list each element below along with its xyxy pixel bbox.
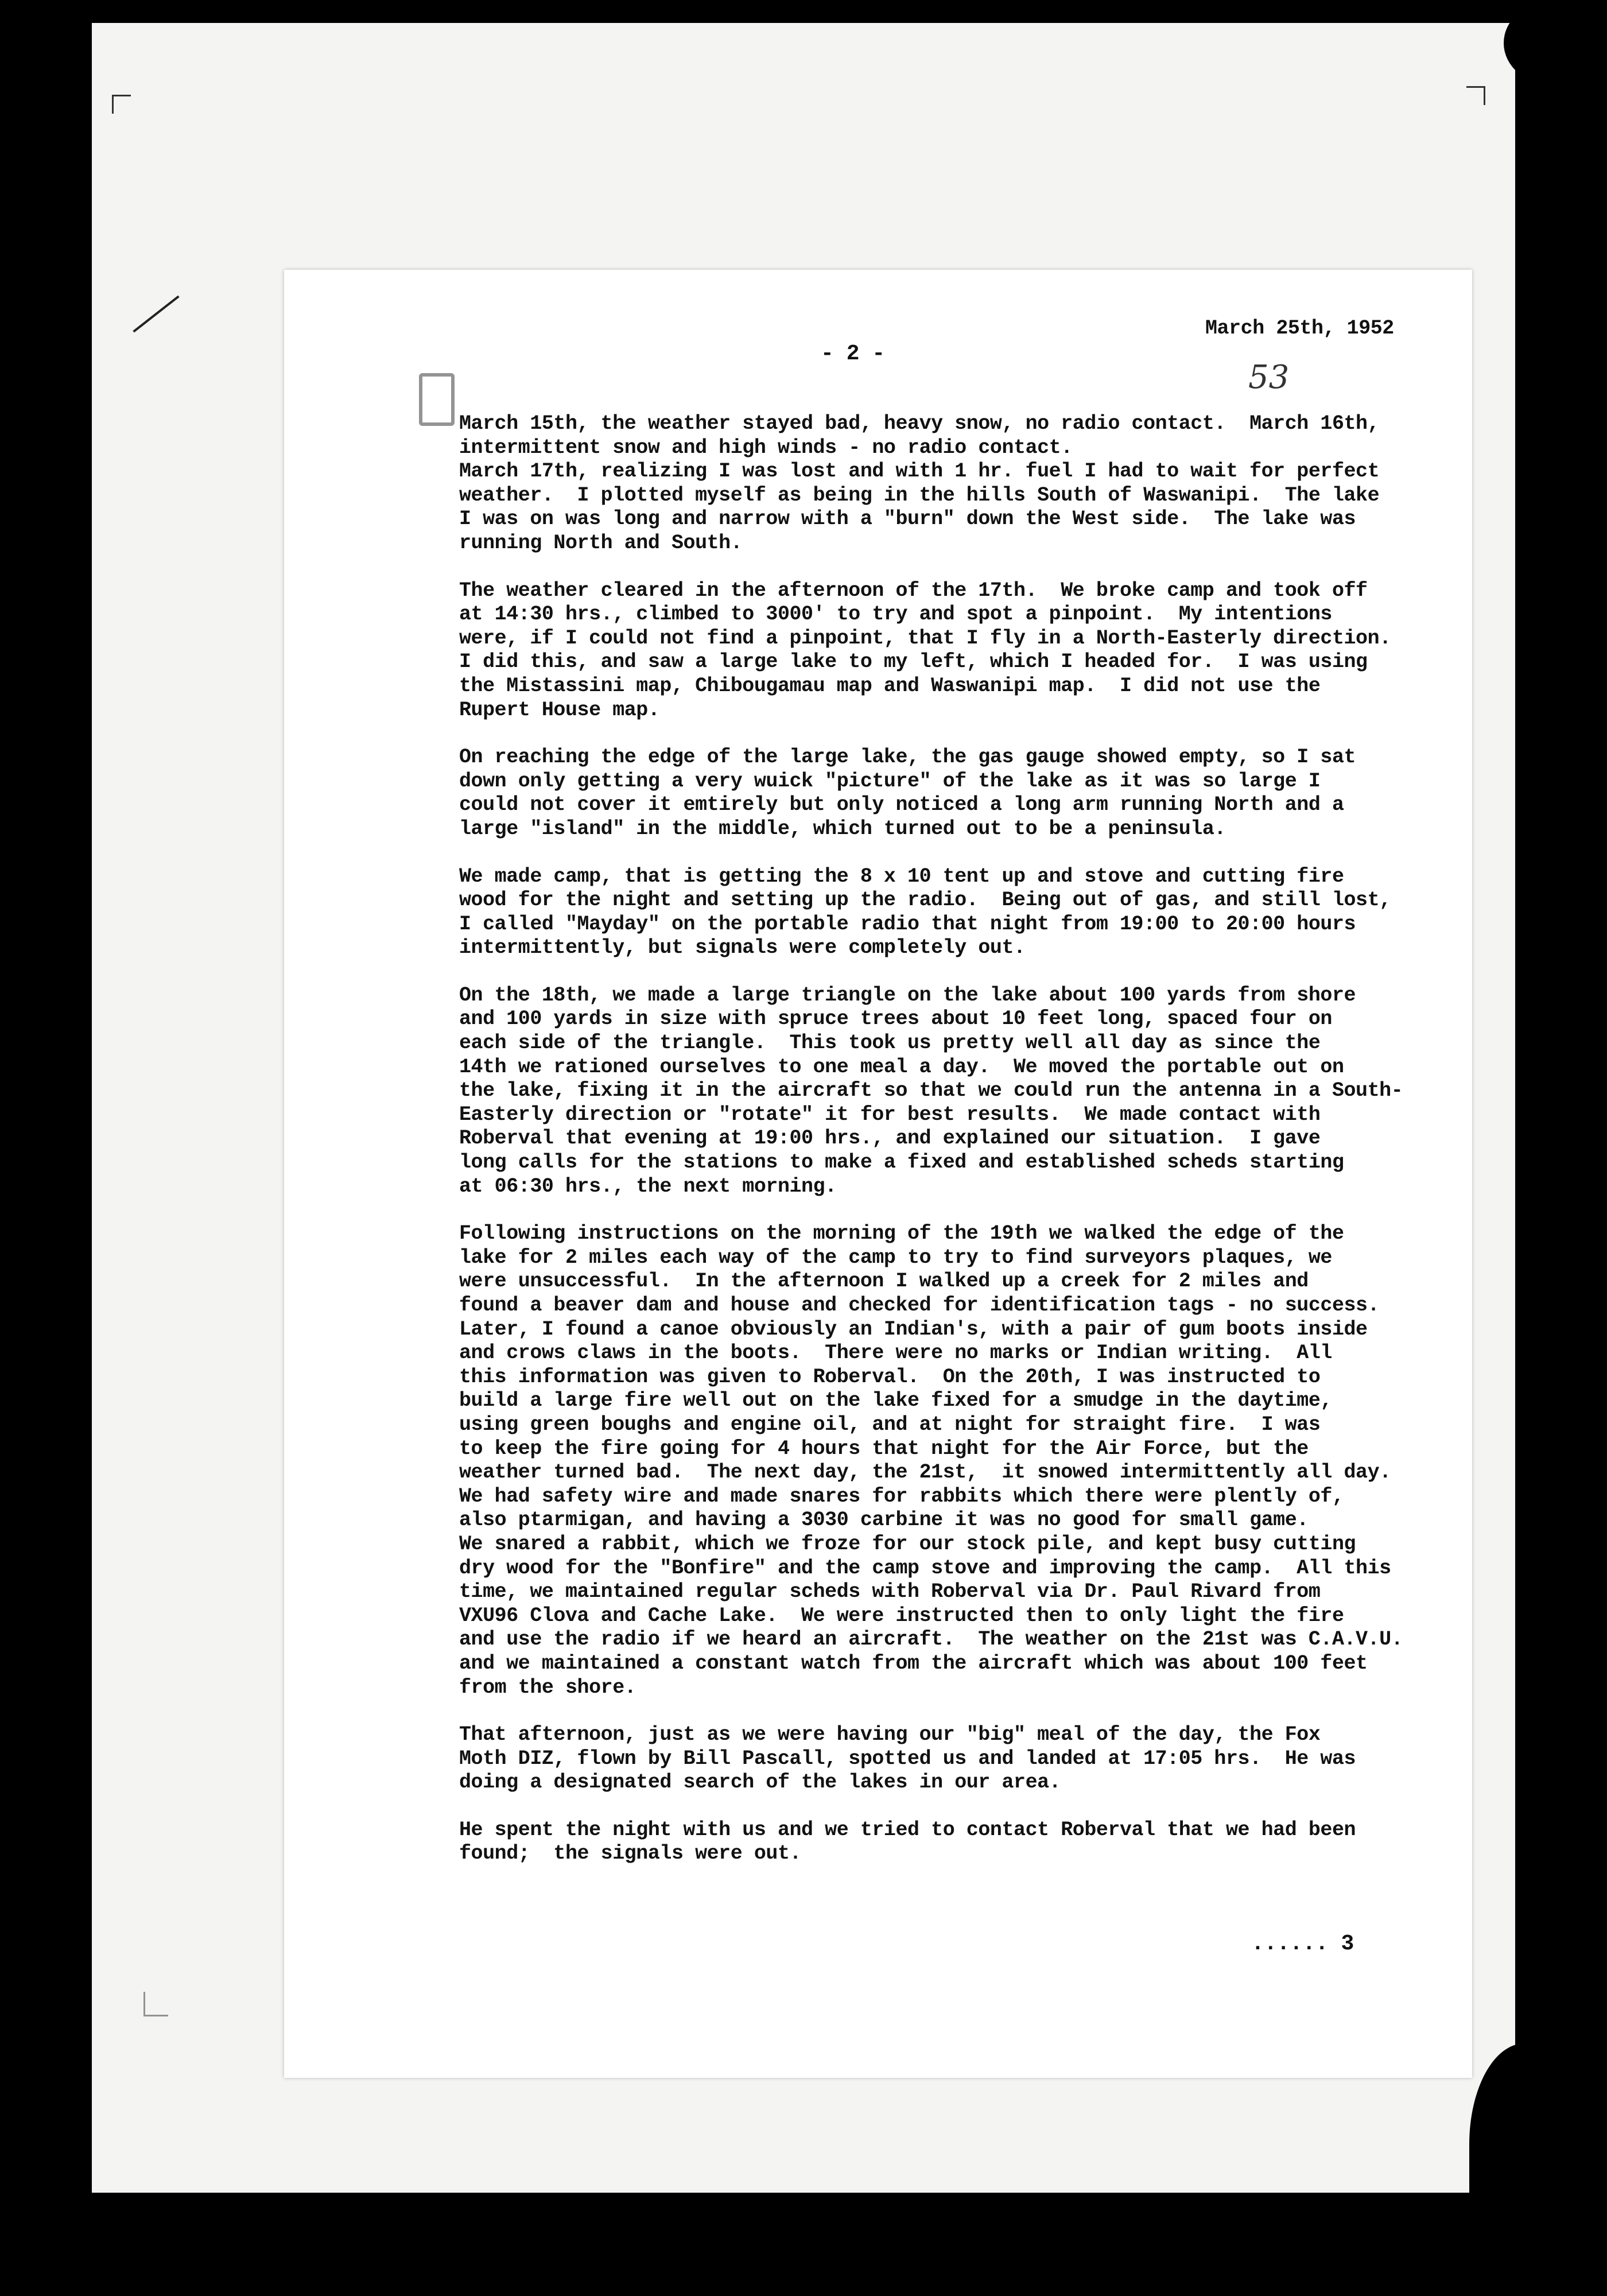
text-line: and use the radio if we heard an aircraft. The weather on the 21st was C.A.V.U. <box>459 1628 1403 1651</box>
text-line: were unsuccessful. In the afternoon I walked up a creek for 2 miles and <box>459 1270 1309 1293</box>
text-line: VXU96 Clova and Cache Lake. We were instructed then to only light the fire <box>459 1604 1344 1627</box>
text-line: the lake, fixing it in the aircraft so that we could run the antenna in a South- <box>459 1079 1403 1103</box>
text-line: March 17th, realizing I was lost and with 1 hr. fuel I had to wait for perfect <box>459 460 1380 483</box>
text-line: found; the signals were out. <box>459 1842 802 1865</box>
text-line: March 15th, the weather stayed bad, heavy snow, no radio contact. March 16th, <box>459 412 1380 435</box>
text-line: each side of the triangle. This took us pretty well all day as since the <box>459 1031 1321 1055</box>
text-line: On the 18th, we made a large triangle on the lake about 100 yards from shore <box>459 983 1356 1007</box>
text-line: We had safety wire and made snares for rabbits which there were plently of, <box>459 1484 1344 1508</box>
crop-mark-bottom-left <box>143 1992 168 2016</box>
text-line: time, we maintained regular scheds with Roberval via Dr. Paul Rivard from <box>459 1580 1321 1604</box>
edge-blot-top-right <box>1504 0 1607 86</box>
paragraph <box>459 1222 1435 1700</box>
edge-blot-bottom-right <box>1469 2043 1607 2296</box>
text-line: We made camp, that is getting the 8 x 10 tent up and stove and cutting fire <box>459 864 1344 888</box>
paragraph <box>459 1723 1435 1795</box>
text-line: this information was given to Roberval. On the 20th, I was instructed to <box>459 1365 1321 1389</box>
text-line: intermittent snow and high winds - no radio contact. <box>459 436 1073 459</box>
text-line: running North and South. <box>459 531 743 554</box>
text-line: and 100 yards in size with spruce trees about 10 feet long, spaced four on <box>459 1007 1332 1031</box>
text-line: Rupert House map. <box>459 698 660 722</box>
text-line: The weather cleared in the afternoon of the 17th. We broke camp and took off <box>459 579 1368 602</box>
text-line: That afternoon, just as we were having our "big" meal of the day, the Fox <box>459 1723 1321 1747</box>
text-line: could not cover it emtirely but only noticed a long arm running North and a <box>459 793 1344 817</box>
text-line: large "island" in the middle, which turned out to be a peninsula. <box>459 817 1226 840</box>
text-line: On reaching the edge of the large lake, the gas gauge showed empty, so I sat <box>459 746 1356 769</box>
crop-mark-top-right <box>1466 86 1485 105</box>
text-line: at 14:30 hrs., climbed to 3000' to try and spot a pinpoint. My intentions <box>459 603 1332 626</box>
text-line: 14th we rationed ourselves to one meal a day. We moved the portable out on <box>459 1055 1344 1079</box>
text-line: build a large fire well out on the lake fixed for a smudge in the daytime, <box>459 1389 1332 1413</box>
paper-clip-mark <box>419 373 455 426</box>
text-line: were, if I could not find a pinpoint, that I fly in a North-Easterly direction. <box>459 626 1391 650</box>
text-line: down only getting a very wuick "picture" of the lake as it was so large I <box>459 769 1321 793</box>
text-line: wood for the night and setting up the radio. Being out of gas, and still lost, <box>459 889 1391 912</box>
text-line: using green boughs and engine oil, and at night for straight fire. I was <box>459 1413 1321 1436</box>
text-line: intermittently, but signals were completely out. <box>459 936 1026 960</box>
continuation-marker: ...... 3 <box>1251 1932 1354 1956</box>
handwritten-page-note: 53 <box>1248 359 1290 396</box>
text-line: the Mistassini map, Chibougamau map and Waswanipi map. I did not use the <box>459 674 1321 697</box>
paragraph <box>459 984 1435 1199</box>
text-line: We snared a rabbit, which we froze for our stock pile, and kept busy cutting <box>459 1532 1356 1556</box>
paragraph <box>459 746 1435 841</box>
paragraph <box>459 579 1435 723</box>
text-line: doing a designated search of the lakes in our area. <box>459 1771 1061 1794</box>
paragraph <box>459 412 1435 556</box>
paragraph <box>459 1818 1435 1866</box>
text-line: weather. I plotted myself as being in the hills South of Waswanipi. The lake <box>459 483 1380 507</box>
text-line: weather turned bad. The next day, the 21st, it snowed intermittently all day. <box>459 1461 1391 1484</box>
text-line: from the shore. <box>459 1676 636 1699</box>
paragraph <box>459 865 1435 960</box>
text-line: at 06:30 hrs., the next morning. <box>459 1174 837 1198</box>
text-line: also ptarmigan, and having a 3030 carbine it was no good for small game. <box>459 1508 1309 1532</box>
text-line: and we maintained a constant watch from the aircraft which was about 100 feet <box>459 1651 1368 1675</box>
text-line: He spent the night with us and we tried to contact Roberval that we had been <box>459 1818 1356 1841</box>
text-line: Roberval that evening at 19:00 hrs., and explained our situation. I gave <box>459 1127 1321 1150</box>
crop-mark-top-left <box>112 95 131 114</box>
text-line: long calls for the stations to make a fixed and established scheds starting <box>459 1151 1344 1174</box>
letter-body <box>459 412 1435 1890</box>
text-line: Easterly direction or "rotate" it for best results. We made contact with <box>459 1103 1321 1126</box>
text-line: to keep the fire going for 4 hours that night for the Air Force, but the <box>459 1437 1309 1460</box>
text-line: lake for 2 miles each way of the camp to try to find surveyors plaques, we <box>459 1246 1332 1269</box>
letter-date: March 25th, 1952 <box>1205 317 1394 340</box>
text-line: I was on was long and narrow with a "burn" down the West side. The lake was <box>459 507 1356 531</box>
text-line: and crows claws in the boots. There were no marks or Indian writing. All <box>459 1341 1332 1365</box>
text-line: Moth DIZ, flown by Bill Pascall, spotted us and landed at 17:05 hrs. He was <box>459 1747 1356 1770</box>
text-line: I called "Mayday" on the portable radio that night from 19:00 to 20:00 hours <box>459 912 1356 936</box>
page-number: - 2 - <box>821 342 885 366</box>
text-line: I did this, and saw a large lake to my left, which I headed for. I was using <box>459 650 1368 674</box>
text-line: dry wood for the "Bonfire" and the camp stove and improving the camp. All this <box>459 1556 1391 1580</box>
text-line: Later, I found a canoe obviously an Indian's, with a pair of gum boots inside <box>459 1317 1368 1341</box>
text-line: Following instructions on the morning of the 19th we walked the edge of the <box>459 1222 1344 1246</box>
text-line: found a beaver dam and house and checked for identification tags - no success. <box>459 1294 1380 1317</box>
